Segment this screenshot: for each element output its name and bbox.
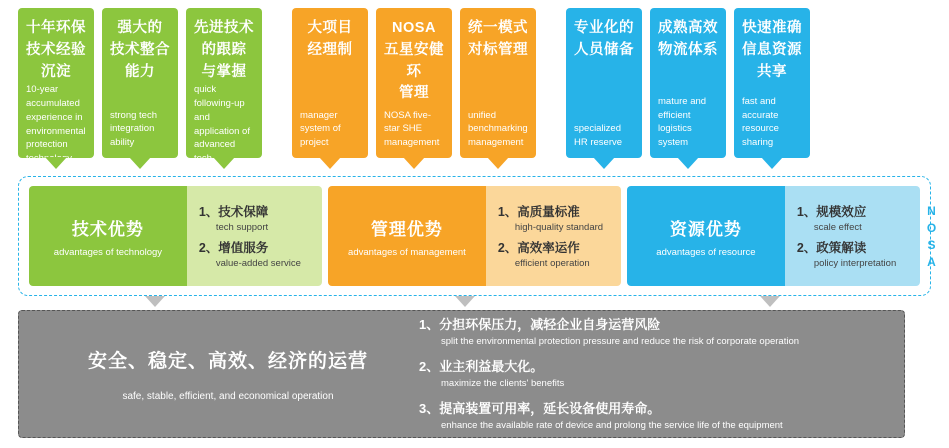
list-item: 1、规模效应 scale effect: [796, 204, 867, 233]
advantages-band: [18, 176, 931, 296]
capabilities-row: [18, 8, 931, 165]
down-arrow-icon: [487, 157, 509, 169]
nosa-letter: O: [926, 220, 938, 235]
down-arrow-icon: [45, 157, 67, 169]
outcome-panel: [18, 310, 905, 438]
nosa-letter: S: [927, 237, 937, 252]
down-arrow-icon: [319, 157, 341, 169]
capability-card-title: NOSA 五星安健环 管理: [384, 20, 444, 102]
group-spacer: [270, 8, 284, 158]
advantage-block-resource: [627, 186, 920, 286]
list-item: 2、增值服务 value-added service: [198, 241, 301, 270]
capability-card-6: [460, 8, 536, 158]
list-item: 1、技术保障 tech support: [198, 204, 269, 233]
capability-card-7: [566, 8, 642, 158]
capability-card-subtitle: fast and accurate resource sharing: [742, 95, 779, 149]
down-arrow-icon: [145, 296, 165, 307]
capability-card-title: 大项目 经理制: [307, 20, 353, 58]
outcome-headline: 安全、稳定、高效、经济的运营 safe, stable, efficient, and economical operation: [87, 351, 368, 402]
capability-card-subtitle: manager system of project: [300, 109, 341, 149]
list-item: 1、高质量标准 high-quality standard: [497, 204, 604, 233]
outcome-points: [419, 317, 904, 432]
advantage-items: [187, 186, 322, 286]
capability-card-subtitle: NOSA five-star SHE management: [384, 109, 440, 149]
capability-card-title: 强大的 技术整合 能力: [110, 20, 170, 80]
group-spacer: [544, 8, 558, 158]
capability-card-8: [650, 8, 726, 158]
capability-card-1: [18, 8, 94, 165]
list-item: 3、提高装置可用率，延长设备使用寿命。 enhance the available rate of device and prolong the service life of the equipment: [419, 401, 783, 432]
capability-card-title: 统一模式 对标管理: [468, 20, 528, 58]
down-arrow-icon: [455, 296, 475, 307]
down-arrow-icon: [677, 157, 699, 169]
capability-card-subtitle: mature and efficient logistics system: [658, 95, 707, 149]
capability-card-4: [292, 8, 368, 158]
capability-card-subtitle: specialized HR reserve: [574, 123, 623, 149]
capability-card-title: 快速准确 信息资源 共享: [742, 20, 802, 80]
capability-card-5: [376, 8, 452, 158]
capability-card-3: [186, 8, 262, 165]
advantage-title: 管理优势 advantages of management: [328, 186, 486, 286]
down-arrow-icon: [213, 157, 235, 169]
capability-card-subtitle: 10-year accumulated experience in environmental protection technology: [26, 84, 86, 165]
advantage-items: [486, 186, 621, 286]
capability-card-9: [734, 8, 810, 158]
nosa-vertical-label: [921, 182, 943, 290]
down-arrow-icon: [403, 157, 425, 169]
nosa-letter: N: [927, 203, 937, 218]
down-arrow-icon: [761, 157, 783, 169]
down-arrow-icon: [129, 157, 151, 169]
advantage-title: 资源优势 advantages of resource: [627, 186, 785, 286]
capability-card-title: 先进技术 的跟踪 与掌握: [194, 20, 254, 80]
nosa-letter: A: [927, 254, 937, 269]
advantage-block-technology: [29, 186, 322, 286]
list-item: 2、业主利益最大化。 maximize the clients' benefits: [419, 358, 565, 390]
advantage-items: [785, 186, 920, 286]
down-arrow-icon: [593, 157, 615, 169]
list-item: 2、政策解读 policy interpretation: [796, 241, 897, 270]
down-arrow-icon: [760, 296, 780, 307]
advantage-block-management: [328, 186, 621, 286]
capability-card-subtitle: strong tech integration ability: [110, 109, 157, 149]
capability-card-2: [102, 8, 178, 158]
list-item: 1、分担环保压力，减轻企业自身运营风险 split the environmental protection pressure and reduce the risk of corporate operation: [419, 316, 800, 347]
list-item: 2、高效率运作 efficient operation: [497, 241, 590, 270]
capability-card-subtitle: unified benchmarking management: [468, 109, 528, 149]
capability-card-title: 十年环保 技术经验 沉淀: [26, 20, 86, 80]
capability-card-title: 专业化的 人员储备: [574, 20, 634, 58]
capability-card-subtitle: quick following-up and application of advanced tech: [194, 84, 250, 165]
advantage-title: 技术优势 advantages of technology: [29, 186, 187, 286]
capability-card-title: 成熟高效 物流体系: [658, 20, 718, 58]
